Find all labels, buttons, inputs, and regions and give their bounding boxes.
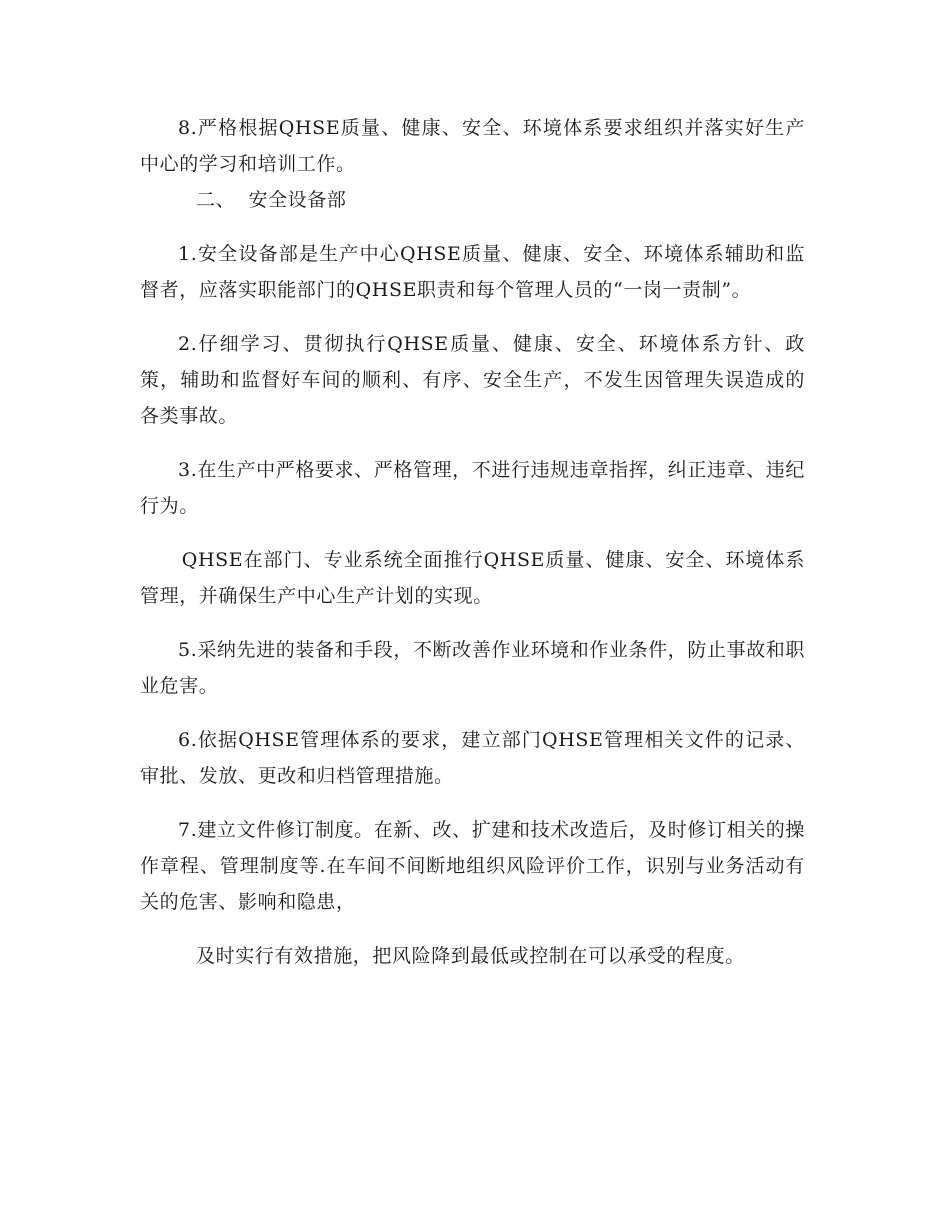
paragraph-item-qhse: QHSE在部门、专业系统全面推行QHSE质量、健康、安全、环境体系管理，并确保生产中心生产计划的实现。	[140, 549, 805, 607]
paragraph-item-6: 6.依据QHSE管理体系的要求，建立部门QHSE管理相关文件的记录、审批、发放、更改和归档管理措施。	[140, 729, 805, 787]
section-heading: 二、 安全设备部	[196, 189, 347, 211]
document-body	[140, 110, 805, 974]
paragraph-item-5: 5.采纳先进的装备和手段，不断改善作业环境和作业条件，防止事故和职业危害。	[140, 639, 805, 697]
paragraph-item-1: 1.安全设备部是生产中心QHSE质量、健康、安全、环境体系辅助和监督者，应落实职能部门的QHSE职责和每个管理人员的“一岗一责制”。	[140, 243, 805, 301]
paragraph-item-2: 2.仔细学习、贯彻执行QHSE质量、健康、安全、环境体系方针、政策，辅助和监督好车间的顺利、有序、安全生产，不发生因管理失误造成的各类事故。	[140, 333, 805, 427]
paragraph-item-3: 3.在生产中严格要求、严格管理，不进行违规违章指挥，纠正违章、违纪行为。	[140, 459, 805, 517]
paragraph-continuation: 及时实行有效措施，把风险降到最低或控制在可以承受的程度。	[196, 945, 745, 967]
paragraph-item-8: 8.严格根据QHSE质量、健康、安全、环境体系要求组织并落实好生产中心的学习和培训工作。	[140, 117, 805, 175]
paragraph-item-7: 7.建立文件修订制度。在新、改、扩建和技术改造后，及时修订相关的操作章程、管理制度等.在车间不间断地组织风险评价工作，识别与业务活动有关的危害、影响和隐患，	[140, 819, 805, 913]
